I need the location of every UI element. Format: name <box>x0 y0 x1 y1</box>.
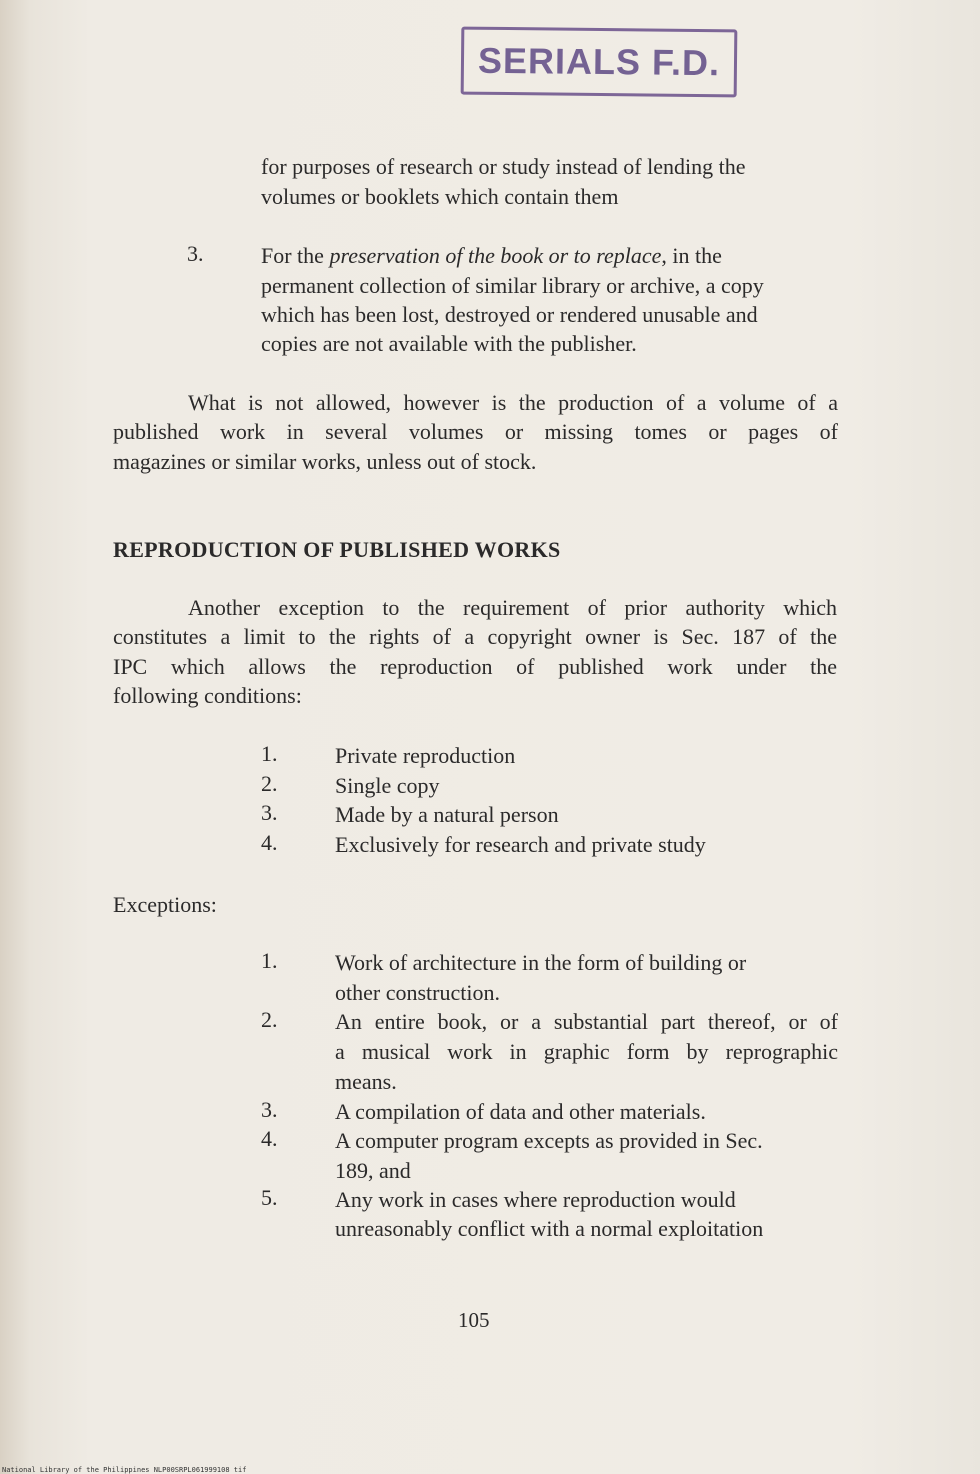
condition-text: Exclusively for research and private study <box>335 832 706 857</box>
item3-prefix: For the <box>261 243 330 268</box>
exception-line: other construction. <box>335 980 500 1005</box>
exception-line: A compilation of data and other materials. <box>335 1099 706 1124</box>
condition-number: 4. <box>261 830 278 855</box>
exception-number: 4. <box>261 1126 278 1151</box>
item3-italic: preservation of the book or to replace <box>329 243 662 268</box>
condition-text: Made by a natural person <box>335 802 559 827</box>
exception-number: 5. <box>261 1185 278 1210</box>
serials-stamp: SERIALS F.D. <box>461 27 738 98</box>
exception-line: 189, and <box>335 1158 411 1183</box>
item3-line-4: copies are not available with the publisher. <box>261 331 637 356</box>
condition-number: 2. <box>261 771 278 796</box>
exception-para-line-3: IPC which allows the reproduction of published work under the <box>113 654 837 679</box>
exception-number: 3. <box>261 1097 278 1122</box>
exception-line: unreasonably conflict with a normal exploitation <box>335 1216 764 1241</box>
exception-line: Any work in cases where reproduction would <box>335 1187 736 1212</box>
condition-text: Private reproduction <box>335 743 516 768</box>
exception-line: Work of architecture in the form of building or <box>335 950 747 975</box>
item3-line-2: permanent collection of similar library or archive, a copy <box>261 273 764 298</box>
exception-para-line-2: constitutes a limit to the rights of a copyright owner is Sec. 187 of the <box>113 624 837 649</box>
item3-number: 3. <box>187 241 204 266</box>
exception-line: a musical work in graphic form by reprographic <box>335 1039 838 1064</box>
section-heading: REPRODUCTION OF PUBLISHED WORKS <box>113 537 561 562</box>
exception-number: 1. <box>261 948 278 973</box>
notallowed-line-3: magazines or similar works, unless out of stock. <box>113 449 537 474</box>
carryover-line-2: volumes or booklets which contain them <box>261 184 619 209</box>
exception-line: means. <box>335 1069 397 1094</box>
item3-line-1 <box>261 241 722 271</box>
exception-number: 2. <box>261 1007 278 1032</box>
exception-para-line-4: following conditions: <box>113 683 302 708</box>
condition-text: Single copy <box>335 773 440 798</box>
condition-number: 1. <box>261 741 278 766</box>
item3-suffix: , in the <box>661 243 722 268</box>
exception-line: A computer program excepts as provided in Sec. <box>335 1128 763 1153</box>
carryover-line-1: for purposes of research or study instead of lending the <box>261 154 746 179</box>
condition-number: 3. <box>261 800 278 825</box>
item3-line-3: which has been lost, destroyed or rendered unusable and <box>261 302 758 327</box>
page-number: 105 <box>458 1308 490 1332</box>
exceptions-label: Exceptions: <box>113 892 217 917</box>
exception-para-line-1: Another exception to the requirement of prior authority which <box>188 595 837 620</box>
notallowed-line-1: What is not allowed, however is the production of a volume of a <box>188 390 838 415</box>
notallowed-line-2: published work in several volumes or missing tomes or pages of <box>113 419 838 444</box>
scan-footer: National Library of the Philippines NLP00SRPL061999108 tif <box>2 1466 247 1474</box>
exception-line: An entire book, or a substantial part thereof, or of <box>335 1009 838 1034</box>
